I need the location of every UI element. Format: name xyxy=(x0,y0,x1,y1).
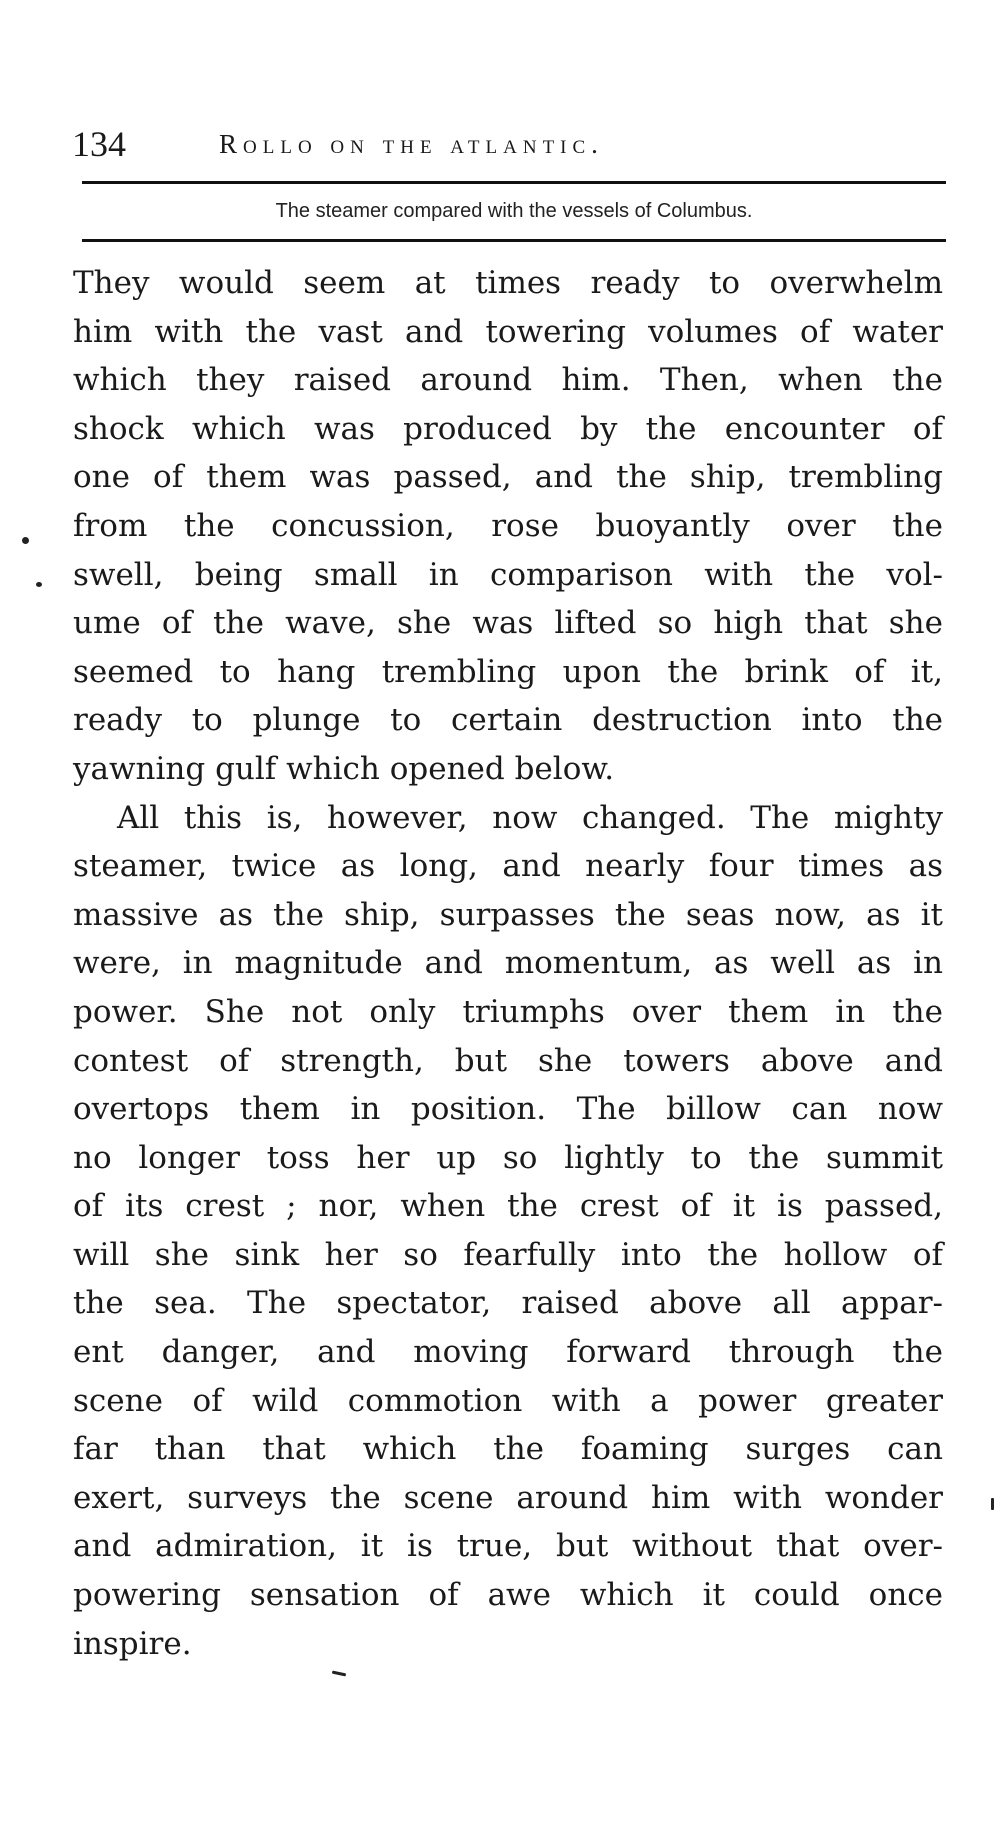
text-line: power. She not only triumphs over them in the xyxy=(73,993,943,1030)
text-line: the sea. The spectator, raised above all appar- xyxy=(73,1285,943,1322)
text-line: ent danger, and moving forward through the xyxy=(73,1334,943,1371)
ink-speck xyxy=(332,1671,346,1677)
text-line: exert, surveys the scene around him with wonder xyxy=(73,1479,943,1516)
text-line: far than that which the foaming surges can xyxy=(73,1431,943,1468)
text-line: steamer, twice as long, and nearly four times as xyxy=(73,848,943,885)
text-line: massive as the ship, surpasses the seas now, as it xyxy=(73,896,943,933)
text-line: yawning gulf which opened below. xyxy=(73,750,615,787)
text-line: of its crest ; nor, when the crest of it is passed, xyxy=(73,1188,943,1225)
text-line: him with the vast and towering volumes of water xyxy=(73,313,943,350)
text-line: from the concussion, rose buoyantly over the xyxy=(73,507,943,544)
text-line: ume of the wave, she was lifted so high that she xyxy=(73,605,943,642)
text-line: ready to plunge to certain destruction into the xyxy=(73,702,943,739)
running-head xyxy=(72,120,942,168)
text-line: will she sink her so fearfully into the hollow of xyxy=(73,1236,943,1273)
bottom-rule xyxy=(82,239,946,242)
text-line: inspire. xyxy=(73,1625,192,1662)
page-number: 134 xyxy=(72,124,126,164)
text-line: and admiration, it is true, but without that over- xyxy=(73,1528,943,1565)
text-line: All this is, however, now changed. The mighty xyxy=(117,799,943,836)
text-line: which they raised around him. Then, when the xyxy=(73,362,943,399)
text-line: no longer toss her up so lightly to the summit xyxy=(73,1139,943,1176)
text-line: powering sensation of awe which it could once xyxy=(73,1577,943,1614)
text-line: one of them was passed, and the ship, trembling xyxy=(73,459,943,496)
text-line: scene of wild commotion with a power greater xyxy=(73,1382,943,1419)
ink-speck xyxy=(22,537,29,544)
text-line: seemed to hang trembling upon the brink of it, xyxy=(73,653,943,690)
ink-speck xyxy=(36,582,42,587)
text-line: overtops them in position. The billow can now xyxy=(73,1091,943,1128)
text-line: They would seem at times ready to overwhelm xyxy=(73,265,943,301)
text-line: swell, being small in comparison with the vol- xyxy=(73,556,943,593)
section-caption: The steamer compared with the vessels of Columbus. xyxy=(275,200,753,222)
ink-speck xyxy=(991,1498,994,1510)
text-line: contest of strength, but she towers above and xyxy=(73,1042,943,1079)
top-rule xyxy=(82,181,946,184)
body-text xyxy=(73,259,943,1668)
text-line: were, in magnitude and momentum, as well as in xyxy=(73,945,943,982)
text-line: shock which was produced by the encounter of xyxy=(73,410,943,447)
book-title: rollo on the atlantic. xyxy=(219,129,604,159)
